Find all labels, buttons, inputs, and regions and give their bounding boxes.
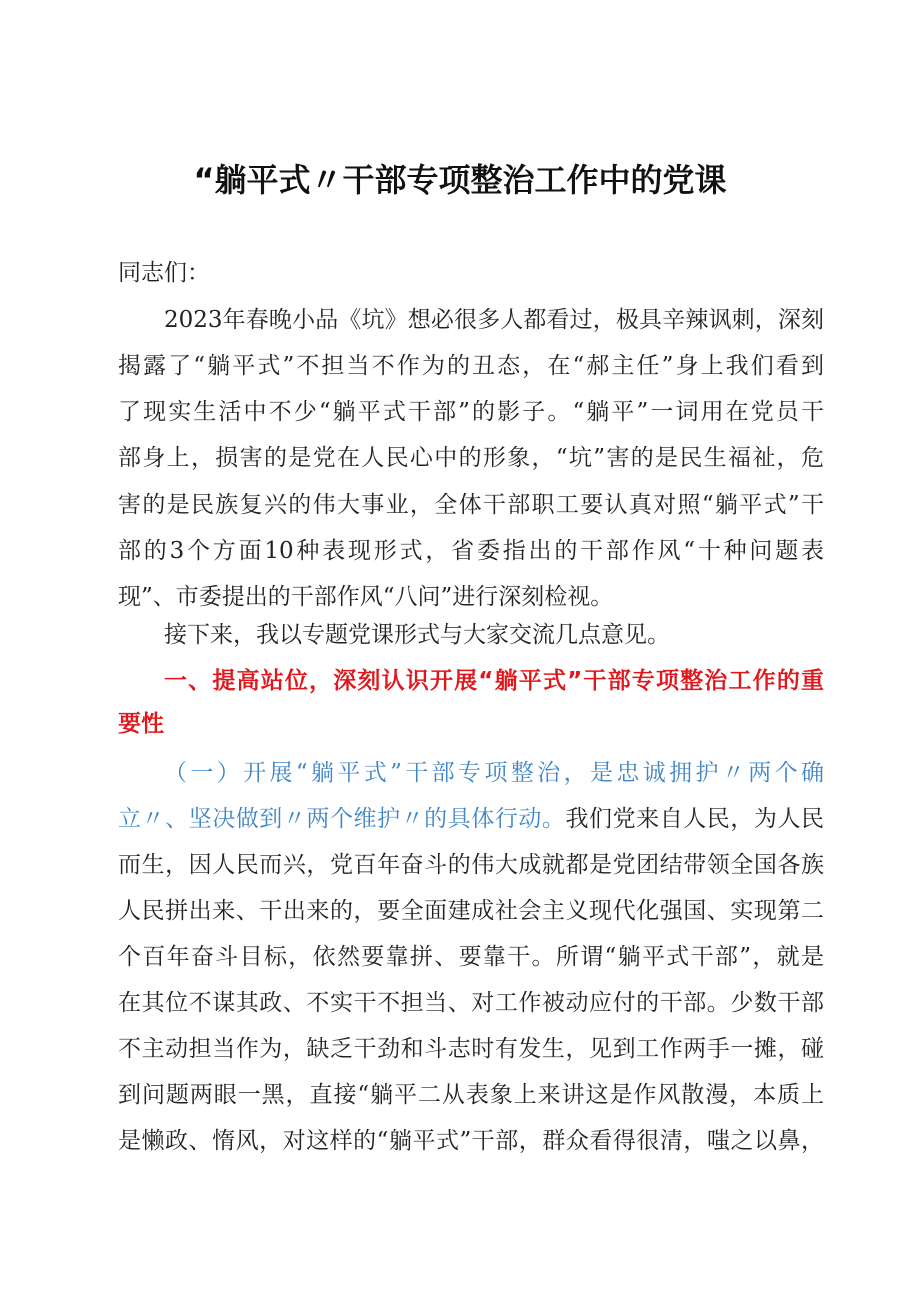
paragraph-3-line: 个百年奋斗目标，依然要靠拼、要靠干。所谓“躺平式干部”，就是 bbox=[118, 944, 824, 970]
paragraph-3-line: 到问题两眼一黑，直接“躺平二从表象上来讲这是作风散漫，本质上 bbox=[118, 1082, 824, 1108]
subsection-heading-blue-part: 立〃、坚决做到〃两个维护〃的具体行动。 bbox=[118, 806, 566, 832]
paragraph-1-line: 现”、市委提出的干部作风“八问”进行深刻检视。 bbox=[118, 584, 614, 610]
paragraph-3-line: 在其位不谋其政、不实干不担当、对工作被动应付的干部。少数干部 bbox=[118, 990, 824, 1016]
paragraph-1-line: 害的是民族复兴的伟大事业，全体干部职工要认真对照“躺平式”干 bbox=[118, 492, 824, 518]
subsection-heading-line: （一）开展“躺平式”干部专项整治，是忠诚拥护〃两个确 bbox=[164, 760, 824, 786]
document-title: “躺平式〃干部专项整治工作中的党课 bbox=[193, 161, 727, 199]
paragraph-3-line: 不主动担当作为，缺乏干劲和斗志时有发生，见到工作两手一摊，碰 bbox=[118, 1036, 824, 1062]
paragraph-1-line: 揭露了“躺平式”不担当不作为的丑态，在“郝主任”身上我们看到 bbox=[118, 353, 824, 379]
paragraph-3-line: 是懒政、惰风，对这样的“躺平式”干部，群众看得很清，嗤之以鼻， bbox=[118, 1128, 824, 1154]
subsection-heading-rest: 我们党来自人民，为人民 bbox=[565, 806, 824, 832]
subsection-heading-line-mixed bbox=[118, 796, 824, 842]
paragraph-1-line: 部的3个方面10种表现形式，省委指出的干部作风“十种问题表 bbox=[118, 538, 824, 564]
greeting: 同志们： bbox=[118, 260, 210, 286]
paragraph-1-line: 部身上，损害的是党在人民心中的形象，“坑”害的是民生福祉，危 bbox=[118, 445, 824, 471]
paragraph-3-line: 而生，因人民而兴，党百年奋斗的伟大成就都是党团结带领全国各族 bbox=[118, 852, 824, 878]
paragraph-1-line: 了现实生活中不少“躺平式干部”的影子。“躺平”一词用在党员干 bbox=[118, 399, 824, 425]
paragraph-2: 接下来，我以专题党课形式与大家交流几点意见。 bbox=[164, 622, 670, 648]
section-heading-line: 一、提高站位，深刻认识开展“躺平式”干部专项整治工作的重 bbox=[164, 668, 824, 694]
section-heading-line: 要性 bbox=[118, 711, 164, 737]
paragraph-3-line: 人民拼出来、干出来的，要全面建成社会主义现代化强国、实现第二 bbox=[118, 898, 824, 924]
paragraph-1-line: 2023年春晚小品《坑》想必很多人都看过，极具辛辣讽刺，深刻 bbox=[164, 307, 824, 333]
